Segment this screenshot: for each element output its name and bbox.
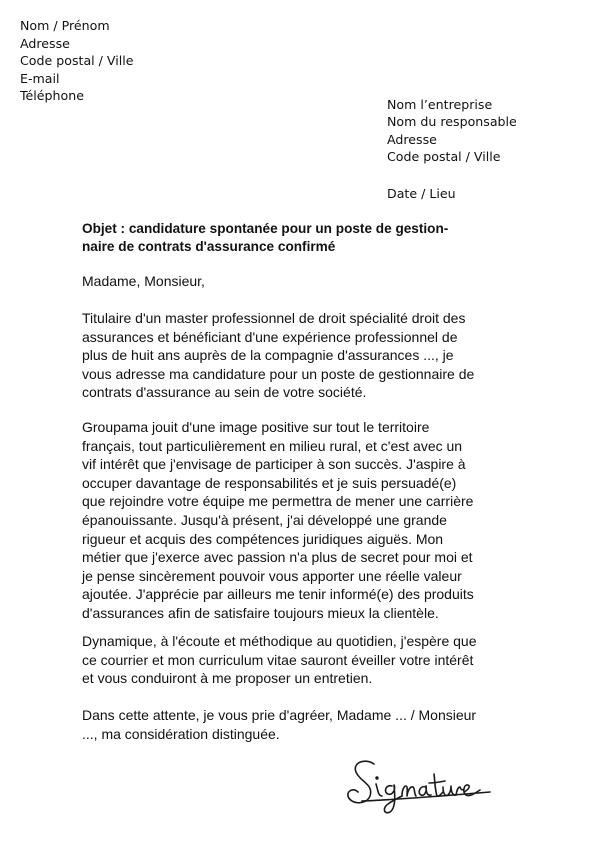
- salutation: Madame, Monsieur,: [82, 273, 205, 289]
- paragraph-line: français, tout particulièrement en milieu rural, et c'est avec un: [82, 437, 463, 454]
- recipient-postal-city: Code postal / Ville: [387, 148, 501, 164]
- subject-line-2: naire de contrats d'assurance confirmé: [82, 239, 336, 255]
- paragraph-line: épanouissante. Jusqu'à présent, j'ai développé une grande: [82, 511, 447, 528]
- sender-phone: Téléphone: [20, 88, 84, 104]
- paragraph-line: vif intérêt que j'envisage de participer à son succès. J'aspire à: [82, 456, 466, 473]
- paragraph-line: Groupama jouit d'une image positive sur tout le territoire: [82, 419, 430, 435]
- paragraph-line: occuper davantage de responsabilités et je suis persuadé(e): [82, 474, 457, 491]
- paragraph-motivation: [82, 418, 474, 623]
- paragraph-qualities: [82, 632, 477, 688]
- paragraph-line: Titulaire d'un master professionnel de droit spécialité droit des: [82, 310, 466, 326]
- paragraph-line: vous adresse ma candidature pour un poste de gestionnaire de: [82, 365, 475, 382]
- subject-line-1: Objet : candidature spontanée pour un poste de gestion-: [82, 221, 449, 236]
- paragraph-line: contrats d'assurance au sein de votre société.: [82, 384, 367, 401]
- sender-postal-city: Code postal / Ville: [20, 53, 134, 69]
- sender-address: Adresse: [20, 35, 70, 51]
- paragraph-line: rigueur et acquis des compétences juridiques aiguës. Mon: [82, 530, 444, 547]
- paragraph-line: assurances et bénéficiant d'une expérience professionnel de: [82, 328, 458, 345]
- paragraph-line: je pense sincèrement pouvoir vous apporter une réelle valeur: [82, 567, 462, 584]
- recipient-company: Nom l’entreprise: [387, 97, 493, 112]
- sender-email: E-mail: [20, 70, 60, 86]
- recipient-block: [387, 96, 517, 165]
- paragraph-line: d'assurances afin de satisfaire toujours mieux la clientèle.: [82, 604, 439, 621]
- paragraph-line: que rejoindre votre équipe me permettra de mener une carrière: [82, 493, 474, 510]
- sender-block: [20, 17, 134, 105]
- handwritten-signature: [340, 756, 500, 818]
- paragraph-line: ..., ma considération distinguée.: [82, 725, 280, 742]
- subject-line: [82, 220, 448, 257]
- paragraph-line: plus de huit ans auprès de la compagnie d'assurances ..., je: [82, 347, 454, 364]
- paragraph-line: et vous conduiront à me proposer un entretien.: [82, 670, 373, 687]
- date-place: Date / Lieu: [387, 186, 456, 201]
- paragraph-closing: [82, 706, 476, 743]
- paragraph-intro: [82, 309, 474, 402]
- paragraph-line: ajoutée. J'apprécie par ailleurs me tenir informé(e) des produits: [82, 586, 474, 603]
- recipient-manager: Nom du responsable: [387, 114, 517, 130]
- paragraph-line: Dynamique, à l'écoute et méthodique au quotidien, j'espère que: [82, 633, 477, 649]
- recipient-address: Adresse: [387, 131, 437, 147]
- paragraph-line: métier que j'exerce avec passion n'a plus de secret pour moi et: [82, 549, 473, 566]
- paragraph-line: ce courrier et mon curriculum vitae sauront éveiller votre intérêt: [82, 651, 474, 668]
- sender-name: Nom / Prénom: [20, 18, 110, 33]
- paragraph-line: Dans cette attente, je vous prie d'agréer, Madame ... / Monsieur: [82, 707, 477, 723]
